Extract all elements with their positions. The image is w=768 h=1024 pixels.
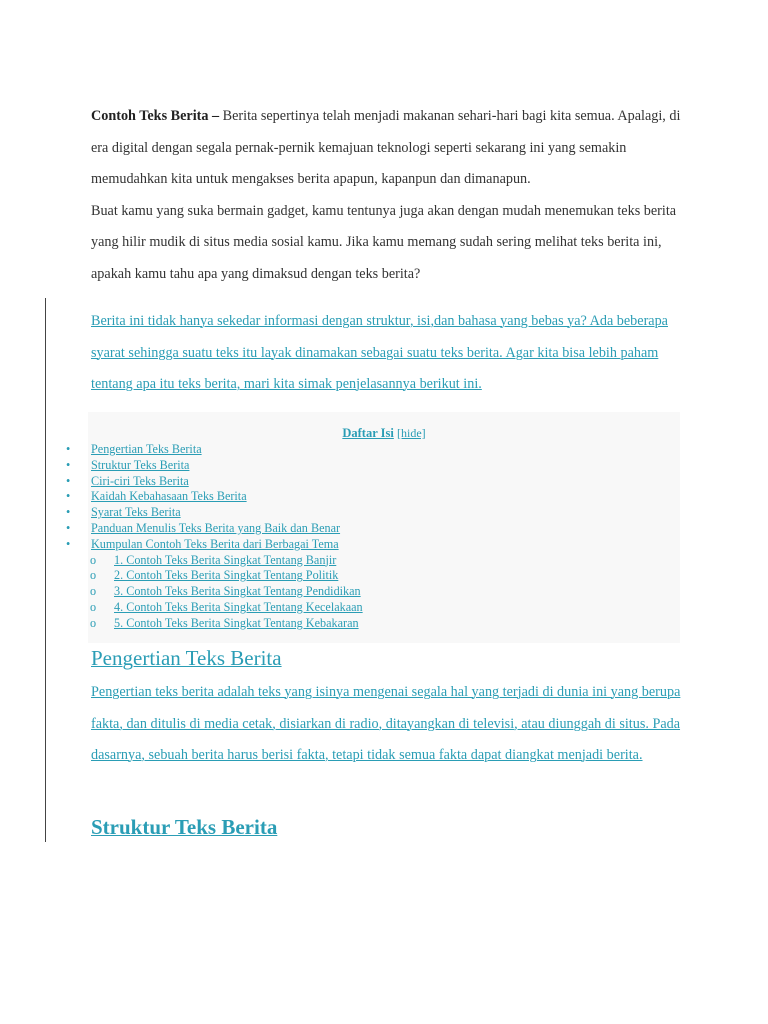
sub-bullet-icon: o xyxy=(90,584,97,599)
intro-paragraph-2: Buat kamu yang suka bermain gadget, kamu tentunya juga akan dengan mudah menemukan teks berita yang hilir mudik di situs media sosial kamu. Jika kamu memang sudah sering melihat teks berita ini, apakah kamu tahu apa yang dimaksud dengan teks berita? xyxy=(91,202,677,282)
toc-sublink[interactable]: 2. Contoh Teks Berita Singkat Tentang Politik xyxy=(114,568,339,583)
toc-sublink[interactable]: 4. Contoh Teks Berita Singkat Tentang Kecelakaan xyxy=(114,599,363,614)
section-heading-struktur[interactable]: Struktur Teks Berita xyxy=(91,815,278,839)
toc-item[interactable] xyxy=(66,505,363,521)
bullet-icon: • xyxy=(66,457,71,472)
bullet-icon: • xyxy=(66,473,71,488)
intro-lead-text: Berita sepertinya telah menjadi makanan sehari-hari bagi kita semua. Apalagi, di era digital dengan segala pernak-pernik kemajuan teknologi seperti sekarang ini yang semakin memudahkan kita untuk mengakses berita apapun, kapanpun dan dimanapun. xyxy=(91,108,681,187)
bullet-icon: • xyxy=(66,489,71,504)
toc-item[interactable] xyxy=(66,458,363,474)
bullet-icon: • xyxy=(66,442,71,456)
toc-hide-toggle[interactable]: [hide] xyxy=(396,426,426,440)
toc-item[interactable] xyxy=(66,442,363,458)
toc-subitem[interactable] xyxy=(66,584,363,600)
toc-sublink[interactable]: 5. Contoh Teks Berita Singkat Tentang Kebakaran xyxy=(114,615,359,630)
toc-link[interactable]: Kumpulan Contoh Teks Berita dari Berbagai Tema xyxy=(91,536,339,551)
toc-item[interactable] xyxy=(66,521,363,537)
intro-paragraph xyxy=(91,101,686,196)
bullet-icon: • xyxy=(66,536,71,551)
toc-item[interactable] xyxy=(66,537,363,553)
toc-subitem[interactable] xyxy=(66,568,363,584)
highlight-paragraph[interactable] xyxy=(91,306,686,401)
sub-bullet-icon: o xyxy=(90,599,97,614)
toc-sublink[interactable]: 3. Contoh Teks Berita Singkat Tentang Pendidikan xyxy=(114,584,361,599)
toc-subitem[interactable] xyxy=(66,616,363,632)
section-body-pengertian[interactable] xyxy=(91,677,686,772)
sub-bullet-icon: o xyxy=(90,568,97,583)
intro-block xyxy=(91,101,686,290)
toc-title: Daftar Isi xyxy=(342,426,394,440)
sub-bullet-icon: o xyxy=(90,615,97,630)
toc-sublink[interactable]: 1. Contoh Teks Berita Singkat Tentang Banjir xyxy=(114,552,337,567)
section-heading-pengertian[interactable]: Pengertian Teks Berita xyxy=(91,646,282,670)
highlight-link[interactable]: Berita ini tidak hanya sekedar informasi dengan struktur, isi,dan bahasa yang bebas ya? Ada beberapa syarat sehingga suatu teks itu layak dinamakan sebagai suatu teks berita. Agar kita bisa lebih paham tentang apa itu teks berita, mari kita simak penjelasannya berikut ini. xyxy=(91,313,668,392)
toc-link[interactable]: Syarat Teks Berita xyxy=(91,505,181,520)
margin-rule xyxy=(45,298,46,842)
toc-link[interactable]: Panduan Menulis Teks Berita yang Baik dan Benar xyxy=(91,520,341,535)
bullet-icon: • xyxy=(66,520,71,535)
toc-item[interactable] xyxy=(66,489,363,505)
toc-link[interactable]: Ciri-ciri Teks Berita xyxy=(91,473,189,488)
bullet-icon: • xyxy=(66,505,71,520)
toc-link[interactable]: Struktur Teks Berita xyxy=(91,457,190,472)
toc-header xyxy=(88,426,680,441)
toc-subitem[interactable] xyxy=(66,553,363,569)
toc-link[interactable]: Kaidah Kebahasaan Teks Berita xyxy=(91,489,247,504)
toc-list xyxy=(66,442,363,632)
section-body-link[interactable]: Pengertian teks berita adalah teks yang isinya mengenai segala hal yang terjadi di dunia ini yang berupa fakta, dan ditulis di media cetak, disiarkan di radio, ditayangkan di televisi, atau diunggah di situs. Pada dasarnya, sebuah berita harus berisi fakta, tetapi tidak semua fakta dapat diangkat menjadi berita. xyxy=(91,684,681,763)
toc-subitem[interactable] xyxy=(66,600,363,616)
toc-item[interactable] xyxy=(66,474,363,490)
intro-lead-bold: Contoh Teks Berita – xyxy=(91,108,220,124)
toc-link[interactable]: Pengertian Teks Berita xyxy=(91,442,202,456)
sub-bullet-icon: o xyxy=(90,552,97,567)
